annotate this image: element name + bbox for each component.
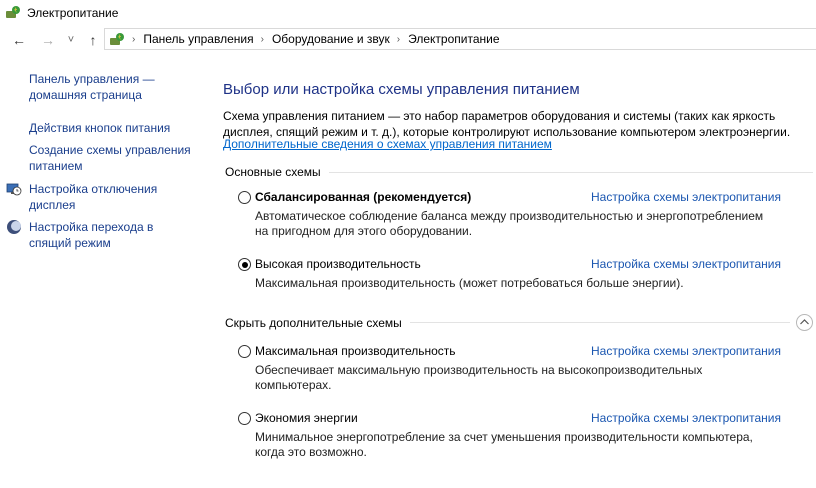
recent-locations-icon[interactable]: ˅ <box>67 34 75 46</box>
sidebar-item-create-plan[interactable]: Создание схемы управления питанием <box>29 143 191 173</box>
divider <box>329 172 813 173</box>
breadcrumb-hardware-sound[interactable]: Оборудование и звук <box>271 32 390 46</box>
back-icon[interactable]: ← <box>12 32 26 48</box>
chevron-right-icon: › <box>132 33 136 45</box>
collapse-chevron-up-icon[interactable] <box>796 314 813 331</box>
section-extra-label[interactable]: Скрыть дополнительные схемы <box>225 315 402 330</box>
sidebar-item-power-buttons[interactable]: Действия кнопок питания <box>29 121 171 135</box>
plan-name-power-saver[interactable]: Экономия энергии <box>255 411 358 425</box>
title-bar <box>0 0 816 26</box>
plan-name-balanced[interactable]: Сбалансированная (рекомендуется) <box>255 190 472 204</box>
plan-description-ultimate-performance: Обеспечивает максимальную производительность на высокопроизводительных компьютерах. <box>255 363 703 392</box>
page-description: Схема управления питанием — это набор параметров оборудования и системы (таких как яркость дисплея, спящий режим и т. д.), которые контролируют использование компьютером электроэнергии. <box>223 109 791 139</box>
sidebar-home-line1: Панель управления — <box>29 72 155 86</box>
plan-radio-ultimate-performance[interactable] <box>238 345 251 358</box>
chevron-right-icon: › <box>260 33 264 45</box>
more-info-link[interactable]: Дополнительные сведения о схемах управления питанием <box>223 137 552 151</box>
section-extra-plans <box>225 314 813 331</box>
plan-radio-high-performance[interactable] <box>238 258 251 271</box>
plan-configure-link-power-saver[interactable]: Настройка схемы электропитания <box>591 411 781 425</box>
power-options-icon <box>5 5 21 21</box>
plan-configure-link-high-performance[interactable]: Настройка схемы электропитания <box>591 257 781 271</box>
plan-description-power-saver: Минимальное энергопотребление за счет уменьшения производительности компьютера, когда это возможно. <box>255 430 753 459</box>
window-title: Электропитание <box>27 6 119 20</box>
sleep-moon-icon <box>6 219 22 235</box>
divider <box>410 322 790 323</box>
plan-name-high-performance[interactable]: Высокая производительность <box>255 257 421 271</box>
sidebar-home-line2: домашняя страница <box>29 88 142 102</box>
breadcrumb-power-options[interactable]: Электропитание <box>408 32 500 46</box>
page-title: Выбор или настройка схемы управления питанием <box>223 81 580 98</box>
sidebar-item-sleep[interactable]: Настройка перехода в спящий режим <box>29 220 154 250</box>
plan-name-ultimate-performance[interactable]: Максимальная производительность <box>255 344 456 358</box>
address-bar[interactable] <box>104 28 816 50</box>
display-timer-icon <box>6 181 22 197</box>
breadcrumb-control-panel[interactable]: Панель управления <box>143 32 254 46</box>
address-row <box>0 27 816 53</box>
chevron-right-icon: › <box>396 33 401 45</box>
plan-configure-link-balanced[interactable]: Настройка схемы электропитания <box>591 190 781 204</box>
forward-icon[interactable]: → <box>41 32 55 48</box>
plan-radio-power-saver[interactable] <box>238 412 251 425</box>
plan-description-high-performance: Максимальная производительность (может потребоваться больше энергии). <box>255 276 684 290</box>
section-main-plans <box>225 165 813 179</box>
up-icon[interactable]: ↑ <box>89 32 97 48</box>
plan-description-balanced: Автоматическое соблюдение баланса между производительностью и энергопотреблением на пригодном для этого оборудовании. <box>255 209 764 238</box>
section-main-label: Основные схемы <box>225 165 321 179</box>
plan-configure-link-ultimate-performance[interactable]: Настройка схемы электропитания <box>591 344 781 358</box>
sidebar-item-display-off[interactable]: Настройка отключения дисплея <box>29 182 158 212</box>
sidebar-item-home[interactable] <box>29 71 204 103</box>
plan-radio-balanced[interactable] <box>238 191 251 204</box>
control-panel-icon <box>109 31 125 47</box>
